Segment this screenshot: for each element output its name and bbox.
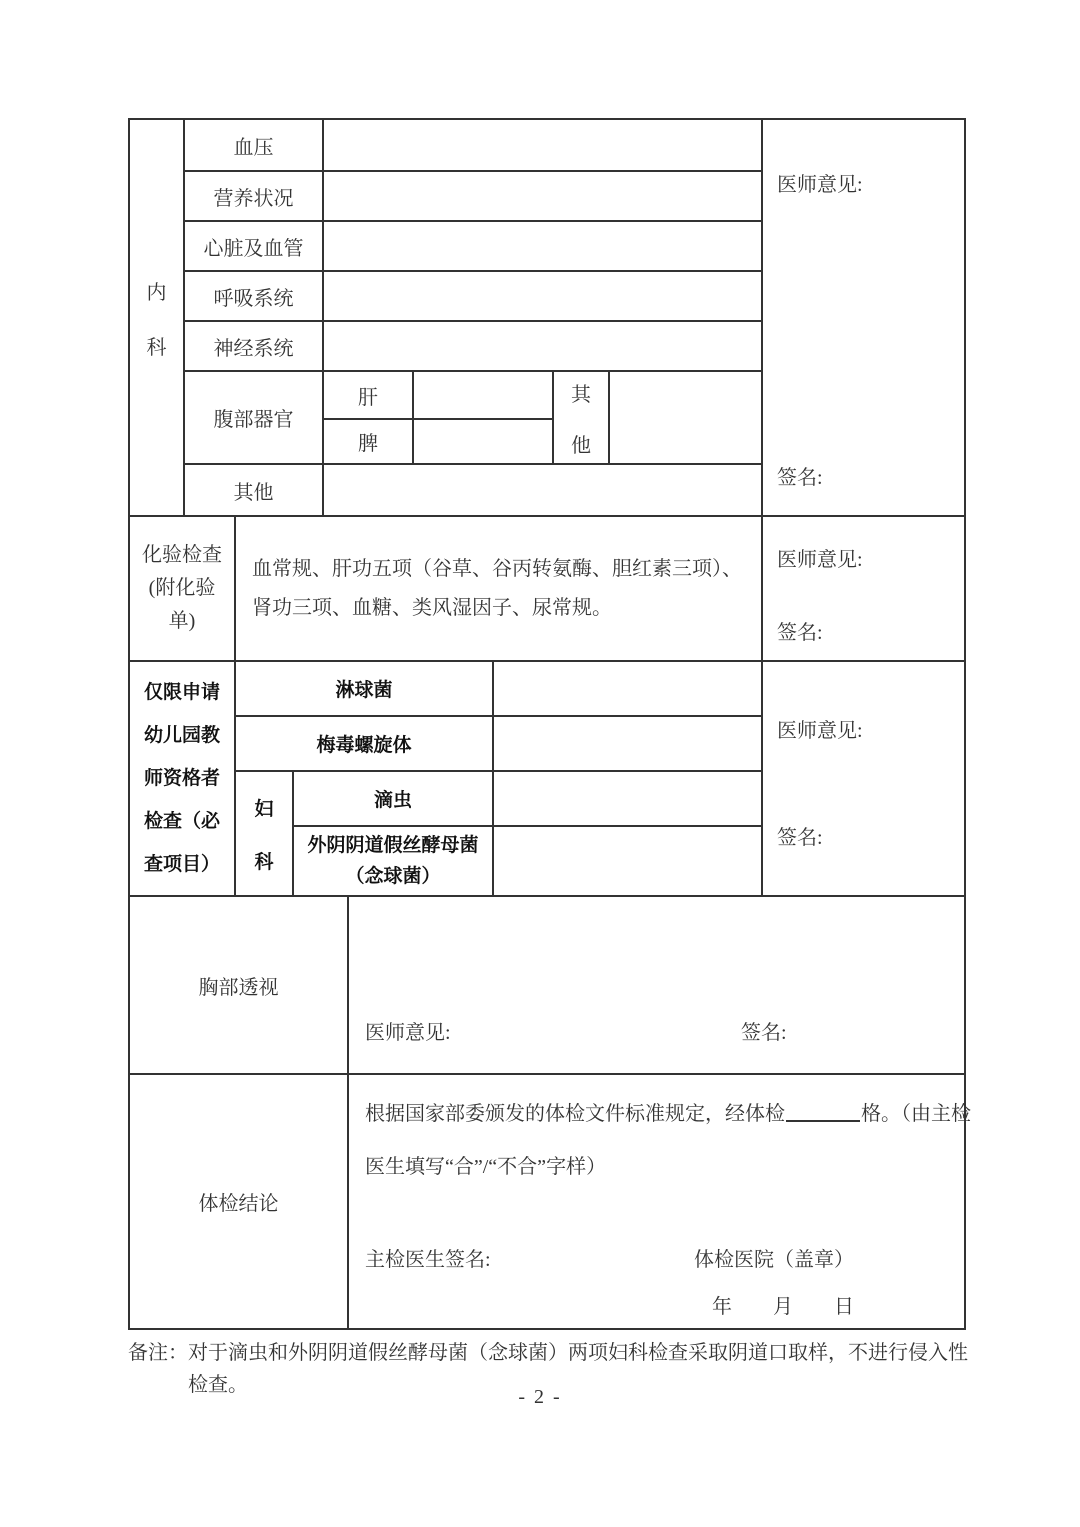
gonococcus-label: 淋球菌 bbox=[236, 662, 494, 717]
gonococcus-value-cell bbox=[494, 662, 763, 717]
trichomonas-value-cell bbox=[494, 772, 763, 827]
lab-doctor-sign-label: 签名: bbox=[777, 622, 823, 644]
remark-text: 对于滴虫和外阴阴道假丝酵母菌（念球菌）两项妇科检查采取阴道口取样，不进行侵入性检查。 bbox=[188, 1342, 968, 1396]
nutrition-value-cell bbox=[324, 172, 763, 222]
candida-label-line-2: （念球菌） bbox=[345, 866, 441, 887]
nervous-value-cell bbox=[324, 322, 763, 372]
lab-test-label-line-3: 单) bbox=[168, 610, 196, 632]
internal-medicine-char-1: 内 bbox=[146, 281, 167, 304]
lab-opinion-cell bbox=[763, 517, 964, 660]
blood-pressure-label: 血压 bbox=[185, 120, 324, 172]
nervous-label: 神经系统 bbox=[185, 322, 324, 372]
gynecology-label bbox=[236, 772, 294, 895]
treponema-value-cell bbox=[494, 717, 763, 772]
spleen-value-cell bbox=[414, 420, 554, 463]
kindergarten-opinion-cell bbox=[763, 662, 964, 895]
nutrition-label: 营养状况 bbox=[185, 172, 324, 222]
medical-exam-table bbox=[128, 118, 971, 1330]
gynecology-char-2: 科 bbox=[254, 851, 274, 873]
chief-doctor-sign-label: 主检医生签名: bbox=[365, 1249, 491, 1271]
abdominal-other-char-2: 他 bbox=[571, 434, 591, 457]
abdominal-other-char-1: 其 bbox=[571, 383, 591, 406]
conclusion-line-1 bbox=[365, 1097, 971, 1126]
chest-xray-label: 胸部透视 bbox=[130, 897, 349, 1073]
lab-test-label bbox=[130, 517, 236, 660]
conclusion-line1-suffix: 格。（由主检 bbox=[861, 1103, 971, 1125]
internal-medicine-section bbox=[130, 120, 964, 517]
abdominal-organs-subtable bbox=[324, 372, 763, 465]
candida-value-cell bbox=[494, 827, 763, 895]
kg-label-line-1: 仅限申请 bbox=[143, 682, 220, 703]
internal-other-value-cell bbox=[324, 465, 763, 515]
lab-doctor-opinion-label: 医师意见: bbox=[777, 549, 863, 571]
hospital-seal-label: 体检医院（盖章） bbox=[694, 1249, 854, 1271]
internal-medicine-label bbox=[130, 120, 185, 515]
chest-doctor-opinion-label: 医师意见: bbox=[365, 1022, 451, 1044]
abdominal-other-value-cell bbox=[610, 372, 761, 463]
candida-label-line-1: 外阴阴道假丝酵母菌 bbox=[307, 835, 479, 856]
lab-test-label-line-2: (附化验 bbox=[148, 577, 216, 599]
kindergarten-section-label bbox=[130, 662, 236, 895]
result-fill-blank bbox=[786, 1102, 860, 1122]
kindergarten-check-section bbox=[130, 662, 964, 897]
conclusion-line-2: 医生填写“合”/“不合”字样） bbox=[365, 1156, 607, 1178]
liver-value-cell bbox=[414, 372, 554, 420]
respiratory-value-cell bbox=[324, 272, 763, 322]
kg-doctor-opinion-label: 医师意见: bbox=[777, 720, 863, 742]
date-year-label: 年 bbox=[712, 1296, 732, 1318]
lab-test-label-line-1: 化验检查 bbox=[142, 544, 222, 566]
page-number: - 2 - bbox=[518, 1386, 562, 1408]
kg-label-line-4: 检查（必 bbox=[143, 811, 220, 832]
internal-doctor-sign-label: 签名: bbox=[777, 467, 823, 489]
trichomonas-label: 滴虫 bbox=[294, 772, 494, 827]
respiratory-label: 呼吸系统 bbox=[185, 272, 324, 322]
kg-label-line-5: 查项目） bbox=[143, 854, 220, 875]
blood-pressure-value-cell bbox=[324, 120, 763, 172]
conclusion-content-cell bbox=[349, 1075, 971, 1328]
conclusion-line1-prefix: 根据国家部委颁发的体检文件标准规定，经体检 bbox=[365, 1103, 785, 1125]
internal-doctor-opinion-label: 医师意见: bbox=[777, 174, 863, 196]
internal-opinion-cell bbox=[763, 120, 964, 515]
internal-other-label: 其他 bbox=[185, 465, 324, 515]
remark-label: 备注： bbox=[128, 1342, 188, 1364]
kg-doctor-sign-label: 签名: bbox=[777, 827, 823, 849]
heart-vessels-value-cell bbox=[324, 222, 763, 272]
kg-label-line-3: 师资格者 bbox=[143, 768, 220, 789]
lab-test-section bbox=[130, 517, 964, 662]
conclusion-label: 体检结论 bbox=[130, 1075, 349, 1328]
spleen-label: 脾 bbox=[324, 420, 414, 463]
kg-label-line-2: 幼儿园教 bbox=[143, 725, 220, 746]
gynecology-char-1: 妇 bbox=[254, 798, 274, 820]
internal-medicine-char-2: 科 bbox=[146, 336, 167, 359]
conclusion-section bbox=[130, 1075, 971, 1328]
abdominal-other-label bbox=[554, 372, 610, 463]
candida-label bbox=[294, 827, 494, 895]
date-month-label: 月 bbox=[773, 1296, 793, 1318]
treponema-label: 梅毒螺旋体 bbox=[236, 717, 494, 772]
date-row bbox=[712, 1290, 854, 1319]
date-day-label: 日 bbox=[834, 1296, 854, 1318]
heart-vessels-label: 心脏及血管 bbox=[185, 222, 324, 272]
lab-test-items-text: 血常规、肝功五项（谷草、谷丙转氨酶、胆红素三项）、肾功三项、血糖、类风湿因子、尿常规。 bbox=[236, 517, 763, 660]
chest-xray-content-cell bbox=[349, 897, 964, 1073]
chest-xray-section bbox=[130, 897, 964, 1075]
liver-label: 肝 bbox=[324, 372, 414, 420]
chest-doctor-sign-label: 签名: bbox=[741, 1022, 787, 1044]
abdominal-organs-label: 腹部器官 bbox=[185, 372, 324, 465]
